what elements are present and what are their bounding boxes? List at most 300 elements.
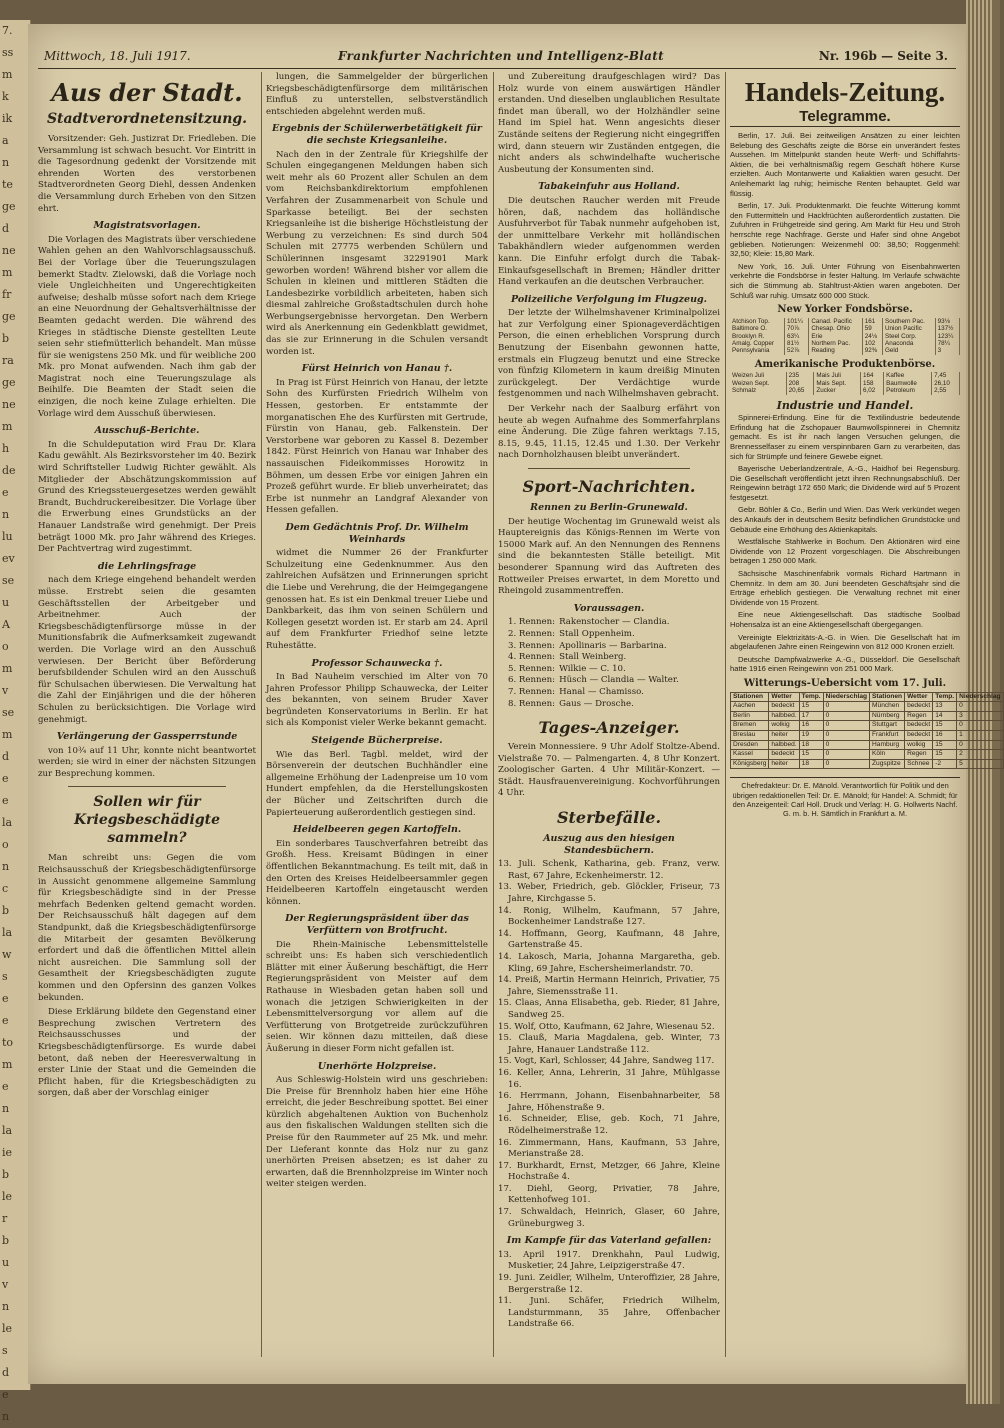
table-cell: Reading [809,347,862,354]
table-cell: Regen [905,750,933,760]
table-cell: Köln [870,750,905,760]
issue-date: Mittwoch, 18. Juli 1917. [44,49,191,63]
table-cell: 2,55 [932,387,960,394]
table-row [730,318,960,325]
paragraph: Die deutschen Raucher werden mit Freude hören, daß, nachdem das holländische Ausfuhrverbot für Tabak nunmehr aufgehoben ist, der unmittelbare Verkehr mit holländischen Tabakhändlern wieder aufgenommen werden kann. Die Einfuhr erfolgt durch die Tabak-Einkaufsgesellschaft in Bremen; Händler dritter Hand verkaufen an die deutschen Verbraucher. [498,195,720,288]
paragraph: New York, 16. Juli. Unter Führung von Eisenbahnwerten verkehrte die Fondsbörse in fester Haltung. Im Verlaufe schwächte sich die Stimmung ab. Stahltrust-Aktien waren angeboten. Der Schluß war ruhig. Umsatz 600 000 Stück. [730,261,960,300]
table-cell: Mais Sept. [814,380,861,387]
previous-page-edge [0,20,31,1423]
paragraph: Der letzte der Wilhelmshavener Kriminalpolizei hat zur Verfolgung einer Spionageverdächtigen Person, die einen erheblichen Vorsprung durch Benutzung der Eisenbahn gewonnen hatte, erstmals ein Flugzeug benutzt und eine Strecke von fünfzig Kilometern in kaum dreißig Minuten zurückgelegt. Der Verdächtige wurde festgenommen und nach Wilhelmshaven gebracht. [498,308,720,400]
fallen-soldiers [498,1250,720,1331]
paragraph: Vereinigte Elektrizitäts-A.-G. in Wien. Die Gesellschaft hat im abgelaufenen Jahre einen Reingewinn von 812 000 Kronen erzielt. [730,632,960,652]
table-cell: Baumwolle [884,380,932,387]
subheading: Im Kampfe für das Vaterland gefallen: [506,1235,712,1247]
race-row [508,675,683,687]
prevpage-fragment: m [2,68,13,81]
table-cell: Chesap. Ohio [809,325,862,332]
race-row [508,617,683,629]
subheading: Tabakeinfuhr aus Holland. [538,181,680,193]
table-cell: Amalg. Copper [730,340,784,347]
prevpage-fragment: m [2,1058,13,1071]
subheading: Verlängerung der Gassperrstunde [56,731,238,743]
prevpage-fragment: e [2,1388,9,1401]
prevpage-fragment: la [2,816,13,829]
death-entry: 13. Weber, Friedrich, geb. Glöckler, Friseur, 73 Jahre, Kirchgasse 5. [498,882,720,905]
race-number: 7. Rennen: [508,686,556,697]
section-title: Aus der Stadt. [51,78,243,107]
table-cell: 0 [823,740,869,750]
prevpage-fragment: d [2,750,10,763]
table-cell: bedeckt [905,730,933,740]
subheading: Auszug aus den hiesigen Standesbüchern. [543,833,675,856]
paragraph: Der heutige Wochentag im Grunewald weist als Hauptereignis das Königs-Rennen im Werte von 15000 Mark auf. An den Nennungen des Rennens sind die bekanntesten Ställe beteiligt. Mit besonderer Spannung wird das Auftreten des Rottweiler Preises erwartet, in dem Moretto und Rheingold zusammentreffen. [498,516,720,597]
prevpage-fragment: w [2,948,12,961]
prevpage-fragment: ne [2,398,16,411]
table-cell: 13 [933,702,957,712]
article-title: Stadtverordnetensitzung. [46,111,248,127]
table-row [730,372,960,379]
table-cell: Frankfurt [870,730,905,740]
table-cell: 137½ [935,325,959,332]
table-row [731,711,1004,721]
death-entry: 17. Burkhardt, Ernst, Metzger, 66 Jahre, Kleine Hochstraße 4. [498,1160,720,1183]
divider [68,786,226,787]
death-entry: 14. Ronig, Wilhelm, Kaufmann, 57 Jahre, Bockenheimer Landstraße 127. [498,905,720,928]
death-notices [498,859,720,1230]
table-cell: 102 [862,340,882,347]
paragraph: Nach den in der Zentrale für Kriegshilfe der Schulen eingegangenen Meldungen haben sich weit mehr als 60 Prozent aller Schulen an dem vom Reichsbankdirektorium empfohlenen Verfahren der Zusammenarbeit von Schule und Sparkasse beteiligt. Bei der sechsten Kriegsanleihe ist die bisherige Höchstleistung der Werbung zu verzeichnen: Es sind durch 504 Schulen mit 27775 werbenden Schülern und Schülerinnen insgesamt 32291901 Mark geworben worden! Während bisher vor allem die Schulen in kleinen und mittleren Städten die Landesbezirke vorbildlich arbeiteten, haben sich diesmal zahlreiche Großstadtschulen durch hohe Werbungsergebnisse hervorgetan. Den Werbern wird als Anerkennung ein Gedenkblatt gewidmet, das sie zur Erinnerung in die Schulen versandt worden ist. [266,149,488,357]
masthead: Frankfurter Nachrichten und Intelligenz-Blatt [338,49,664,63]
table-cell: Dresden [731,740,769,750]
prevpage-fragment: n [2,508,10,521]
race-row [508,664,683,676]
table-cell: halbbed. [769,711,799,721]
paragraph: Gebr. Böhler & Co., Berlin und Wien. Das Werk verkündet wegen des Ankaufs der in deutschem Besitz befindlichen Grundstücke und Gebäude eine Erhöhung des Aktienkapitals. [730,505,960,534]
table-row [731,740,1004,750]
prevpage-fragment: h [2,442,10,455]
table-cell: 3 [957,711,1003,721]
prevpage-fragment: u [2,1256,10,1269]
prevpage-fragment: A [2,618,10,631]
table-cell: 14 [933,711,957,721]
column-news-2 [266,72,488,1362]
prevpage-fragment: ge [2,310,16,323]
prevpage-fragment: u [2,596,10,609]
fallen-entry: 19. Juni. Zeidler, Wilhelm, Unteroffizier, 28 Jahre, Bergerstraße 12. [498,1273,720,1295]
paragraph: In Prag ist Fürst Heinrich von Hanau, der letzte Sohn des Kurfürsten Friedrich Wilhelm von Hessen, gestorben. Er entstammte der morganatischen Ehe des Kurfürsten mit Gertrude, Fürstin von Hanau, geb. Falkenstein. Der Verstorbene war geboren zu Kassel 8. Dezember 1842. Fürst Heinrich von Hanau war Inhaber des nassauischen Fideikommisses Horowitz in Böhmen, um dessen Erbe vor einigen Jahren ein Prozeß geführt wurde. Er blieb unverheiratet; das Erbe ist nunmehr an Landgraf Alexander von Hessen gefallen. [266,377,488,516]
table-cell: 16 [933,730,957,740]
prevpage-fragment: e [2,486,9,499]
table-cell: bedeckt [905,702,933,712]
table-cell: Zucker [814,387,861,394]
death-entry: 14. Lakosch, Maria, Johanna Margaretha, geb. Kling, 69 Jahre, Eschersheimerlandstr. 70. [498,952,720,974]
table-cell: Hamburg [870,740,905,750]
death-entry: 14. Preiß, Martin Hermann Heinrich, Privatier, 75 Jahre, Siemensstraße 11. [498,975,720,997]
prevpage-fragment: b [2,1168,10,1181]
death-entry: 16. Herrmann, Johann, Eisenbahnarbeiter, 58 Jahre, Höhenstraße 9. [498,1091,720,1113]
table-cell: 15 [799,750,823,760]
subheading: Ausschuß-Berichte. [94,425,200,437]
table-header-cell: Niederschlag [823,692,869,702]
prevpage-fragment: la [2,1124,13,1137]
fallen-entry: 11. Juni. Schäfer, Friedrich Wilhelm, Landsturmmann, 35 Jahre, Offenbacher Landstraße 66. [498,1296,720,1330]
table-cell: Regen [905,711,933,721]
table-cell: 18 [799,759,823,769]
table-cell: 6,02 [860,387,883,394]
table-cell: bedeckt [905,721,933,731]
table-cell: Northern Pac. [809,340,862,347]
prevpage-fragment: to [2,1036,14,1049]
prevpage-fragment: m [2,728,13,741]
race-number: 4. Rennen: [508,652,556,663]
column-rule [261,72,262,1357]
race-row [508,652,683,664]
paragraph: Spinnerei-Erfindung. Eine für die Textilindustrie bedeutende Erfindung hat die Zschopauer Baumwollspinnerei in Chemnitz gemacht. Es ist ihr nach langen Versuchen gelungen, die Brennesselfaser zu einem verspinnbaren Garn zu verarbeiten, das sich für Strümpfe und feinere Gewebe eignet. [730,413,960,461]
table-row [730,340,960,347]
prevpage-fragment: s [2,1344,8,1357]
subheading: Rennen zu Berlin-Grunewald. [530,502,688,513]
table-cell: 158 [860,380,883,387]
table-cell: Anaconda [883,340,936,347]
paragraph: Die Rhein-Mainische Lebensmittelstelle schreibt uns: Es haben sich verschiedentlich Blätter mit einer Äußerung beschäftigt, die Herr Regierungspräsident von Meister auf dem Rathause in Wiesbaden getan haben soll und wonach die jetzigen Schwierigkeiten in der Lebensmittelversorgung vor allem auf die Verfütterung von Brotgetreide zurückzuführen seien. Wir können dazu mitteilen, daß diese Äußerung in dieser Form nicht gefallen ist. [266,939,488,1054]
paragraph: Die Vorlagen des Magistrats über verschiedene Wahlen gehen an den Wahlvorschlagsausschuß. Bei der Vorlage über die Teuerungszulagen bemerkt Stadtv. Zielowski, daß die Vorlage noch viele Ungleichheiten und Ungerechtigkeiten aufweise; deshalb müsse sofort nach dem Kriege an eine Neuordnung der Gehaltsverhältnisse der Beamten gedacht werden. Die während des Krieges in städtische Dienste gestellten Leute seien sehr stiefmütterlich behandelt. Man müsse für sie wenigstens 250 Mk. und für weibliche 200 Mk. pro Monat aufwenden. Nach ihm gab der Magistrat noch eine Teuerungszulage als Beihilfe. Die Beamten der Stadt seien die einzigen, die noch keine Zulage erhielten. Die Vorlage wird dem Ausschuß überwiesen. [38,234,256,419]
paragraph: Eine neue Aktiengesellschaft. Das städtische Soolbad Hohensalza ist an eine Aktiengesellschaft übergegangen. [730,610,960,629]
table-cell: Bremen [731,721,769,731]
table-cell: Erie [809,333,862,340]
prevpage-fragment: ss [2,46,14,59]
subheading: Steigende Bücherpreise. [311,735,443,747]
table-header-cell: Temp. [933,692,957,702]
prevpage-fragment: m [2,662,13,675]
subheading: Witterungs-Uebersicht vom 17. Juli. [743,677,947,689]
prevpage-fragment: 7. [2,24,13,37]
table-cell: 78¼ [935,340,959,347]
prevpage-fragment: te [2,178,13,191]
table-header-cell: Wetter [905,692,933,702]
prevpage-fragment: ge [2,200,16,213]
prevpage-fragment: v [2,684,9,697]
issue-number: Nr. 196b — Seite 3. [818,49,948,63]
paragraph: lungen, die Sammelgelder der bürgerlichen Kriegsbeschädigtenfürsorge dem militärischen Einfluß zu unterstellen, selbstverständlich entschieden abgelehnt werden muß. [266,72,488,117]
paragraph: widmet die Nummer 26 der Frankfurter Schulzeitung eine Gedenknummer. Aus den zahlreichen Aufsätzen und Erinnerungen spricht die Liebe und Verehrung, die der Heimgegangene genossen hat. Es ist ein Denkmal treuer Liebe und Dankbarkeit, das ihm von seinen Schülern und Kollegen gesetzt worden ist. Er starb am 24. April auf dem Frankfurter Friedhof seine letzte Ruhestätte. [266,548,488,651]
subheading: Voraussagen. [573,602,645,614]
column-business [730,72,1001,1362]
table-row [730,380,960,387]
prevpage-fragment: o [2,838,9,851]
table-cell: 208 [786,380,814,387]
section-title: Handels-Zeitung. [744,77,946,107]
table-row [730,333,960,340]
race-row [508,699,683,711]
prevpage-fragment: de [2,464,16,477]
prevpage-fragment: b [2,1234,10,1247]
prevpage-fragment: n [2,1410,10,1423]
table-cell: 63¼ [784,333,808,340]
table-cell: Kaffee [884,372,932,379]
table-cell: Geld [883,347,936,354]
paragraph: Deutsche Dampfwalzwerke A.-G., Düsseldorf. Die Gesellschaft hatte 1916 einen Reingewinn von 251 000 Mark. [730,654,960,674]
divider [528,468,690,469]
prevpage-fragment: c [2,882,9,895]
paragraph: In Bad Nauheim verschied im Alter von 70 Jahren Professor Philipp Schauwecka, der Leiter des bekannten, von seinem Bruder Xaver begründeten Konservatoriums in Berlin. Er hat sich als Komponist vieler Werke bekannt gemacht. [266,672,488,729]
table-cell: 81½ [784,340,808,347]
table-cell: Berlin [731,711,769,721]
paragraph: Aus Schleswig-Holstein wird uns geschrieben: Die Preise für Brennholz haben hier eine Höhe erreicht, die jeder Beschreibung spottet. Bei einer kürzlich abgehaltenen Auktion von Buchenholz aus den fiskalischen Waldungen stellten sich die Preise für den Raummeter auf 25 Mk. und mehr. Der Lieferant konnte das Holz nur zu ganz unerhörten Preisen absetzen; es ist daher zu erwarten, daß die Brennholzpreise im Winter noch weiter steigen werden. [266,1075,488,1190]
prevpage-fragment: s [2,970,8,983]
death-entry: 14. Hoffmann, Georg, Kaufmann, 48 Jahre, Gartenstraße 45. [498,928,720,951]
prevpage-fragment: d [2,222,10,235]
section-title: Tages-Anzeiger. [538,718,680,738]
prevpage-fragment: ne [2,244,16,257]
prevpage-fragment: lu [2,530,13,543]
paragraph: Sächsische Maschinenfabrik vormals Richard Hartmann in Chemnitz. In dem am 30. Juni beendeten Geschäftsjahr sind die Erträge erheblich gestiegen. Die Verwaltung rechnet mit einer Dividende von 15 Prozent. [730,569,960,607]
table-cell: -2 [933,759,957,769]
table-cell: 0 [823,711,869,721]
prevpage-fragment: la [2,926,13,939]
race-tip: Rakenstocher — Clandia. [559,617,670,628]
death-entry: 16. Zimmermann, Hans, Kaufmann, 53 Jahre, Merianstraße 28. [498,1137,720,1160]
prevpage-fragment: fr [2,288,12,301]
table-cell: Schnee [905,759,933,769]
table-cell: 26,10 [932,380,960,387]
prevpage-fragment: r [2,1212,8,1225]
section-title: Sterbefälle. [556,808,662,828]
prevpage-fragment: o [2,640,9,653]
death-entry: 15. Vogt, Karl, Schlosser, 44 Jahre, Sandweg 117. [498,1056,715,1067]
subheading: Der Regierungspräsident über das Verfüttern von Brotfrucht. [285,913,469,936]
race-number: 5. Rennen: [508,663,556,674]
race-tip: Apollinaris — Barbarina. [559,640,667,651]
table-cell: Brooklyn R. [730,333,784,340]
death-entry: 16. Schneider, Elise, geb. Koch, 71 Jahre, Rödelheimerstraße 12. [498,1114,720,1136]
table-cell: 15 [933,750,957,760]
prevpage-fragment: n [2,860,10,873]
table-cell: heiter [769,730,799,740]
table-cell: 0 [823,730,869,740]
table-cell: 19 [799,730,823,740]
table-cell: 0 [823,721,869,731]
table-cell: Pennsylvania [730,347,784,354]
paragraph: Bayerische Ueberlandzentrale, A.-G., Haidhof bei Regensburg. Die Gesellschaft veröffentlicht jetzt ihren Rechnungsabschluß. Der Reingewinn beträgt 172 650 Mark; die Dividende wird auf 5 Prozent festgesetzt. [730,464,960,502]
imprint: Chefredakteur: Dr. E. Mänold. Verantwortlich für Politik und den übrigen redaktionellen Teil: Dr. E. Mänold; für Handel: A. Schmidt; für den Anzeigenteil: Carl Holl. Druck und Verlag: H. G. Hollwerts Nachf. G. m. b. H. Sämtlich in Frankfurt a. M. [730,777,960,818]
subheading: Polizeiliche Verfolgung im Flugzeug. [511,293,707,305]
paragraph: Der Verkehr nach der Saalburg erfährt von heute ab wegen Aufnahme des Sommerfahrplans eine Änderung. Die Züge fahren werktags 7.15, 8.15, 9.45, 11.15, 12.45 und 1.30. Der Verkehr nach Dornholzhausen bleibt unverändert. [498,404,720,461]
race-number: 2. Rennen: [508,628,556,639]
table-cell: wolkig [769,721,799,731]
race-row [508,641,683,653]
table-row [730,325,960,332]
race-tip: Wilkie — C. 10. [559,663,626,674]
table-cell: 3 [935,347,959,354]
column-rule [493,72,494,1357]
table-cell: 235 [786,372,814,379]
prevpage-fragment: se [2,574,15,587]
prevpage-fragment: ie [2,1146,13,1159]
table-cell: 0 [957,702,1003,712]
subheading: Professor Schauwecka †. [311,657,443,669]
table-cell: Weizen Juli [730,372,786,379]
race-number: 8. Rennen: [508,698,556,709]
table-cell: 20,65 [786,387,814,394]
table-header-row [731,692,1004,702]
subheading: Heidelbeeren gegen Kartoffeln. [292,824,462,836]
prevpage-fragment: le [2,1322,13,1335]
table-header-cell: Niederschlag [957,692,1003,702]
table-row [731,721,1004,731]
paragraph: Wie das Berl. Tagbl. meldet, wird der Börsenverein der deutschen Buchhändler eine allgemeine Erhöhung der Ladenpreise um 10 vom Hundert empfehlen, da die Herstellungskosten der Bücher und Zeitschriften durch die Papierteuerung außerordentlich gestiegen sind. [266,749,488,818]
prevpage-fragment: b [2,332,10,345]
table-cell: 161 [862,318,882,325]
table-cell: 123¼ [935,333,959,340]
subheading: Dem Gedächtnis Prof. Dr. Wilhelm Weinhards [285,521,469,545]
table-cell: 0 [957,721,1003,731]
race-tip: Stall Weinberg. [559,652,627,663]
table-cell: 0 [823,702,869,712]
table-cell: Königsberg [731,759,769,769]
table-cell: 1 [957,730,1003,740]
prevpage-fragment: a [2,134,9,147]
article-title: Sollen wir für Kriegsbeschädigte sammeln? [73,794,221,847]
prevpage-fragment: ev [2,552,15,565]
prevpage-fragment: d [2,1366,10,1379]
table-row [730,347,960,354]
prevpage-fragment: se [2,706,15,719]
column-news-3 [498,72,720,1362]
subheading: Ergebnis der Schülerwerbetätigkeit für die sechste Kriegsanleihe. [272,123,482,146]
table-cell: 164 [860,372,883,379]
table-cell: Petroleum [884,387,932,394]
death-entry: 15. Claas, Anna Elisabetha, geb. Rieder, 81 Jahre, Sandweg 25. [498,998,720,1020]
death-entry: 17. Diehl, Georg, Privatier, 78 Jahre, Kettenhofweg 101. [498,1183,720,1206]
prevpage-fragment: e [2,992,9,1005]
paragraph: Westfälische Stahlwerke in Bochum. Den Aktionären wird eine Dividende von 12 Prozent vorgeschlagen. Die Abschreibungen betragen 1 250 000 Mark. [730,537,960,566]
table-cell: Nürnberg [870,711,905,721]
column-rule [725,72,726,1357]
race-row [508,629,683,641]
prevpage-fragment: ra [2,354,14,367]
table-cell: wolkig [905,740,933,750]
newspaper-page [28,24,1001,1384]
table-cell: Steel Corp. [883,333,936,340]
prevpage-fragment: n [2,1102,10,1115]
paragraph: und Zubereitung draufgeschlagen wird? Das Holz wurde von einem auswärtigen Händler erstanden. Und dieselben unglaublichen Resultate findet man überall, wo der Holzhändler seine Hand im Spiel hat. Wenn angesichts dieser Zustände seitens der Regierung nicht eingegriffen wird, dann steuern wir Zuständen entgegen, die nicht anders als schwindelhafte wucherische Ausbeutung der Konsumenten sind. [498,72,720,175]
table-cell: Canad. Pacific [809,318,862,325]
table-cell: Weizen Sept. [730,380,786,387]
table-header-cell: Stationen [731,692,769,702]
prevpage-fragment: n [2,156,10,169]
table-cell: 0 [823,759,869,769]
table-cell: 101¼ [784,318,808,325]
table-cell: 15 [799,702,823,712]
death-entry: 15. Wolf, Otto, Kaufmann, 62 Jahre, Wiesenau 52. [498,1021,715,1032]
table-cell: 70⅞ [784,325,808,332]
prevpage-fragment: e [2,1080,9,1093]
death-entry: 15. Clauß, Maria Magdalena, geb. Winter, 73 Jahre, Hanauer Landstraße 112. [498,1033,720,1055]
table-cell: Atchison Top. [730,318,784,325]
column-local-news [38,72,256,1362]
table-cell: 59 [862,325,882,332]
paragraph: Ein sonderbares Tauschverfahren betreibt das Großh. Hess. Kreisamt Büdingen in einer öffentlichen Bekanntmachung. Es teilt mit, daß in den Orten des Kreises Heidelbeersammler gegen Heidelbeeren Kartoffeln eingetauscht werden können. [266,838,488,907]
race-number: 3. Rennen: [508,640,556,651]
subheading: Fürst Heinrich von Hanau †. [301,363,453,375]
table-cell: 15 [933,721,957,731]
table-cell: 2 [957,750,1003,760]
table-cell: 18 [799,740,823,750]
table-header-cell: Temp. [799,692,823,702]
paragraph: Berlin, 17. Juli. Bei zeitweiligen Ansätzen zu einer leichten Belebung des Geschäfts zeigte die Börse ein unverändert festes Aussehen. Im Mittelpunkt standen heute Werft- und Schiffahrts-Aktien, die bei verhältnismäßig regem Geschäft höhere Kurse erzielten. Auch Montanwerte und Kaliaktien waren gesucht. Der Anleihemarkt lag ruhig; heimische Renten behauptet. Geld war flüssig. [730,131,960,198]
table-cell: 0 [823,750,869,760]
table-cell: 15 [933,740,957,750]
table-cell: Aachen [731,702,769,712]
table-cell: bedeckt [769,750,799,760]
prevpage-fragment: k [2,90,9,103]
race-predictions [508,617,683,710]
subheading: Telegramme. [730,108,960,127]
race-tip: Gaus — Drosche. [559,698,634,709]
prevpage-fragment: ge [2,376,16,389]
subheading: Magistratsvorlagen. [93,220,201,232]
prevpage-fragment: n [2,1300,10,1313]
weather-table [730,692,1004,770]
table-cell: Schmalz [730,387,786,394]
subheading: Unerhörte Holzpreise. [317,1060,437,1072]
paragraph: von 10¾ auf 11 Uhr, konnte nicht beantwortet werden; sie wird in einer der nächsten Sitzungen zur Besprechung kommen. [38,745,256,779]
race-row [508,687,683,699]
paragraph: Vorsitzender: Geh. Justizrat Dr. Friedleben. Die Versammlung ist schwach besucht. Vor Eintritt in die Tagesordnung gedenkt der Vorsitzende mit ehrenden Worten des verstorbenen Stadtverordneten Georg Diehl, dessen Andenken die Versammlung durch Erheben von den Sitzen ehrt. [38,134,256,214]
table-row [731,759,1004,769]
table-row [730,387,960,394]
table-cell: München [870,702,905,712]
table-cell: Zugspitze [870,759,905,769]
table-cell: Baltimore O. [730,325,784,332]
race-tip: Hüsch — Clandia — Walter. [559,675,679,686]
table-header-cell: Stationen [870,692,905,702]
table-cell: Mais Juli [814,372,861,379]
prevpage-fragment: v [2,1278,9,1291]
prevpage-fragment: b [2,904,10,917]
race-number: 6. Rennen: [508,675,556,686]
paragraph: Diese Erklärung bildete den Gegenstand einer Besprechung zwischen Vertretern des Reichsausschusses und der Kriegsbeschädigtenfürsorge. Es wurde dabei betont, daß neben der Heeresverwaltung in erster Linie der Staat und die Gemeinden die Pflicht haben, für die Kriegsbeschädigten zu sorgen, daß aber der Vorschlag einiger [38,1007,256,1099]
table-cell: halbbed. [769,740,799,750]
prevpage-fragment: m [2,266,13,279]
prevpage-fragment: e [2,794,9,807]
death-entry: 17. Schwaldach, Heinrich, Glaser, 60 Jahre, Grüneburgweg 3. [498,1207,720,1229]
death-entry: 16. Keller, Anna, Lehrerin, 31 Jahre, Mühlgasse 16. [498,1067,720,1090]
table-cell: Kassel [731,750,769,760]
table-row [731,702,1004,712]
table-row [731,730,1004,740]
table-cell: 24⅛ [862,333,882,340]
table-cell: bedeckt [769,702,799,712]
subheading: die Lehrlingsfrage [97,560,197,572]
subheading: Amerikanische Produktenbörse. [754,358,936,370]
commodity-table [730,372,960,394]
prevpage-fragment: ik [2,112,13,125]
table-header-cell: Wetter [769,692,799,702]
page-header [38,46,956,69]
paragraph: In die Schuldeputation wird Frau Dr. Klara Kadu gewählt. Als Bezirksvorsteher im 40. Bezirk wird Schriftsteller Ludwig Richter gewählt. Als Mitglieder der Abschätzungskommission auf Grund des Kriegssteuergesetzes werden gewählt Brandt, Buchdruckereibesitzer. Die Vorlage über die Erwerbung eines Grundstücks an der Hanauer Landstraße wird genehmigt. Der Preis beträgt 1000 Mk. pro Jahr während des Krieges. Der Pachtvertrag wird zugestimmt. [38,439,256,555]
table-cell: Union Pacific [883,325,936,332]
prevpage-fragment: m [2,420,13,433]
fallen-entry: 13. April 1917. Drenkhahn, Paul Ludwig, Musketier, 24 Jahre, Leipzigerstraße 47. [498,1249,720,1272]
stock-table [730,318,960,355]
paragraph: Verein Monnessiere. 9 Uhr Adolf Stoltze-Abend. Vielstraße 70. — Palmengarten. 4, 8 Uhr Konzert. Zoologischer Garten. 4 Uhr Militär-Konzert. — Städt. Hausfrauenvereinigung. Kochvorführungen 4 Uhr. [498,742,720,799]
table-cell: Stuttgart [870,721,905,731]
table-cell: 0 [957,740,1003,750]
prevpage-fragment: le [2,1190,13,1203]
table-cell: 5 [957,759,1003,769]
death-entry: 13. Juli. Schenk, Katharina, geb. Franz, verw. Rast, 67 Jahre, Eckenheimerstr. 12. [498,859,720,881]
